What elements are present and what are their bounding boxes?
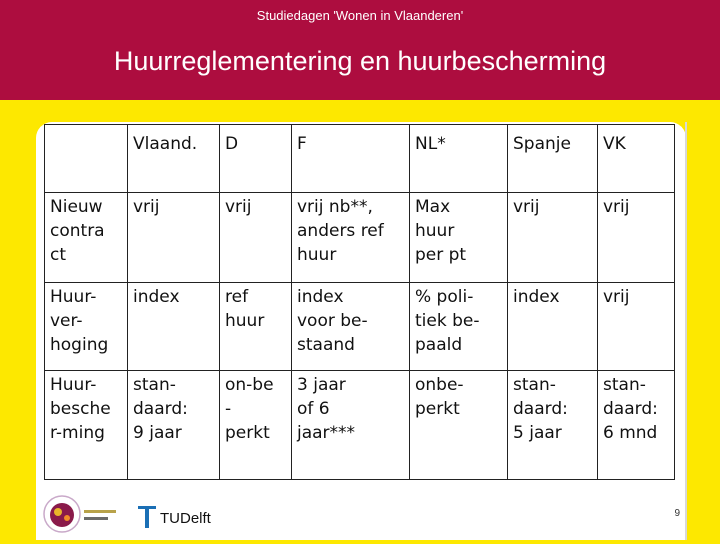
table-header-cell [45,125,128,193]
table-row [45,371,675,480]
table-row-label: Huur- ver- hoging [45,283,128,371]
comparison-table [44,124,675,480]
table-header-cell: Vlaand. [128,125,220,193]
table-row [45,283,675,371]
table-cell: stan- daard: 5 jaar [508,371,598,480]
table-cell: 3 jaar of 6 jaar*** [292,371,410,480]
tu-delft-logo-icon [136,498,226,538]
table-row [45,193,675,283]
panel-edge [685,122,687,540]
table-cell: vrij [598,193,675,283]
table-cell: index [128,283,220,371]
slide-title: Huurreglementering en huurbescherming [113,46,607,76]
slide-subtitle: Studiedagen 'Wonen in Vlaanderen' [256,8,464,23]
table-header-cell: D [220,125,292,193]
table-cell: index [508,283,598,371]
table-header-cell: F [292,125,410,193]
table-cell: stan- daard: 9 jaar [128,371,220,480]
table-cell: ref huur [220,283,292,371]
table-row-label: Huur- besche r-ming [45,371,128,480]
table-header-row [45,125,675,193]
table-cell: vrij [598,283,675,371]
table-cell: Max huur per pt [410,193,508,283]
slide-header [0,0,720,100]
table-header-cell: Spanje [508,125,598,193]
table-cell: stan- daard: 6 mnd [598,371,675,480]
table-cell: vrij nb**, anders ref huur [292,193,410,283]
page-number: 9 [674,508,680,519]
table-cell: vrij [220,193,292,283]
table-cell: on-be - perkt [220,371,292,480]
table-cell: vrij [508,193,598,283]
table-cell: % poli- tiek be- paald [410,283,508,371]
table-cell: vrij [128,193,220,283]
table-cell: index voor be- staand [292,283,410,371]
tu-delft-label: TUDelft [160,510,211,527]
table-row-label: Nieuw contra ct [45,193,128,283]
table-header-cell: VK [598,125,675,193]
table-cell: onbe- perkt [410,371,508,480]
table-header-cell: NL* [410,125,508,193]
fuif-logo-icon [40,488,120,540]
